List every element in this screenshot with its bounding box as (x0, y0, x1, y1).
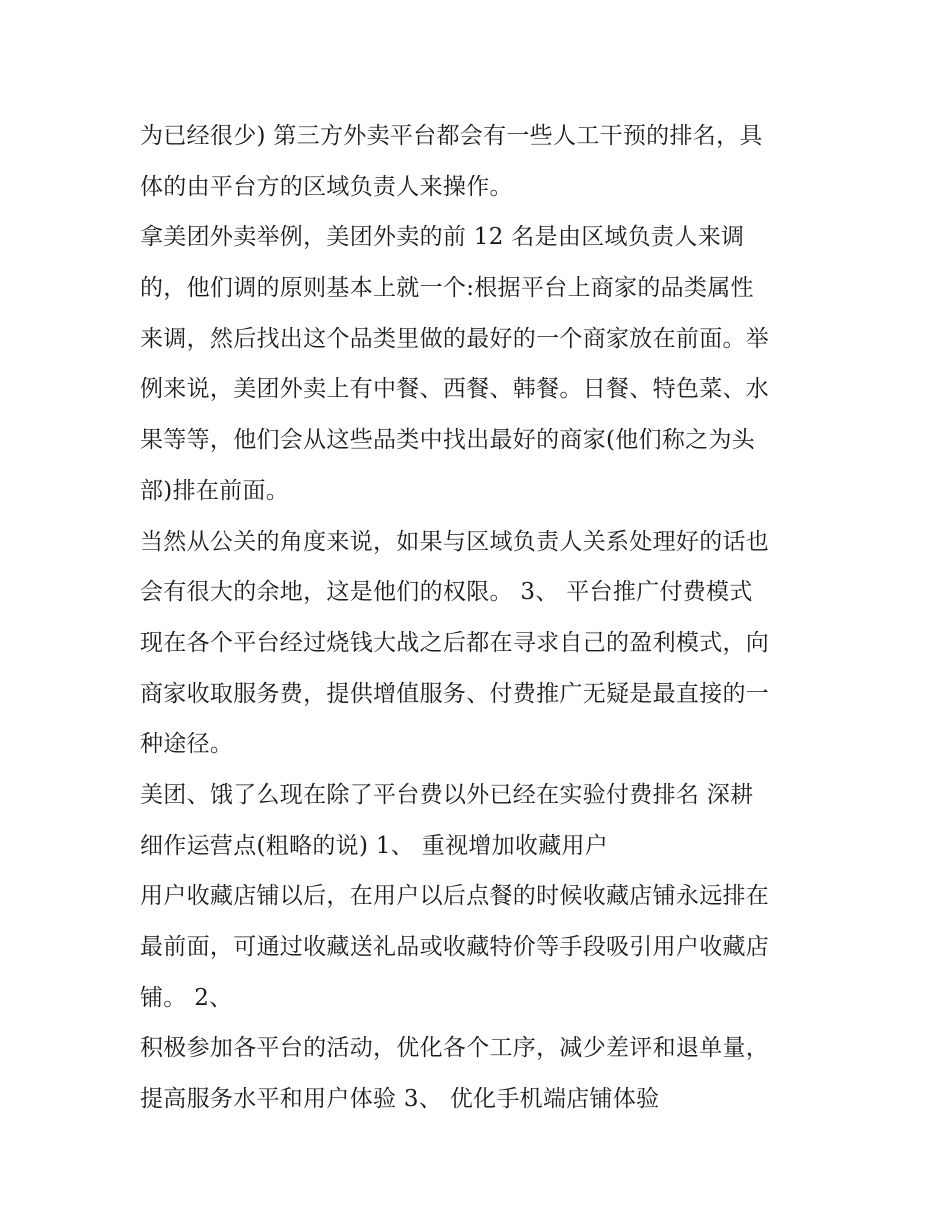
text-line: 体的由平台方的区域负责人来操作。 (140, 173, 513, 200)
text-line: 用户收藏店铺以后，在用户以后点餐的时候收藏店铺永远排在 (140, 883, 770, 910)
text-line: 拿美团外卖举例，美团外卖的前 12 名是由区域负责人来调 (140, 224, 745, 251)
body-text (140, 111, 820, 1125)
text-line: 来调，然后找出这个品类里做的最好的一个商家放在前面。举 (140, 325, 770, 352)
text-line: 会有很大的余地，这是他们的权限。 3、 平台推广付费模式 (140, 579, 753, 606)
text-line: 铺。 2、 (140, 984, 233, 1011)
text-line: 细作运营点(粗略的说) 1、 重视增加收藏用户 (140, 832, 609, 859)
text-line: 部)排在前面。 (140, 477, 290, 504)
text-line: 商家收取服务费，提供增值服务、付费推广无疑是最直接的一 (140, 680, 770, 707)
text-line: 种途径。 (140, 731, 234, 758)
text-line: 提高服务水平和用户体验 3、 优化手机端店铺体验 (140, 1086, 660, 1113)
text-line: 为已经很少) 第三方外卖平台都会有一些人工干预的排名，具 (140, 123, 763, 149)
text-line: 积极参加各平台的活动，优化各个工序，减少差评和退单量， (140, 1035, 770, 1062)
text-line: 果等等，他们会从这些品类中找出最好的商家(他们称之为头 (140, 427, 756, 454)
text-line: 的，他们调的原则基本上就一个:根据平台上商家的品类属性 (140, 275, 754, 302)
text-line: 最前面，可通过收藏送礼品或收藏特价等手段吸引用户收藏店 (140, 934, 770, 960)
text-line: 美团、饿了么现在除了平台费以外已经在实验付费排名 深耕 (140, 781, 754, 808)
text-line: 现在各个平台经过烧钱大战之后都在寻求自己的盈利模式，向 (140, 629, 770, 656)
text-line: 当然从公关的角度来说，如果与区域负责人关系处理好的话也 (140, 528, 770, 555)
text-line: 例来说，美团外卖上有中餐、西餐、韩餐。日餐、特色菜、水 (140, 376, 770, 403)
